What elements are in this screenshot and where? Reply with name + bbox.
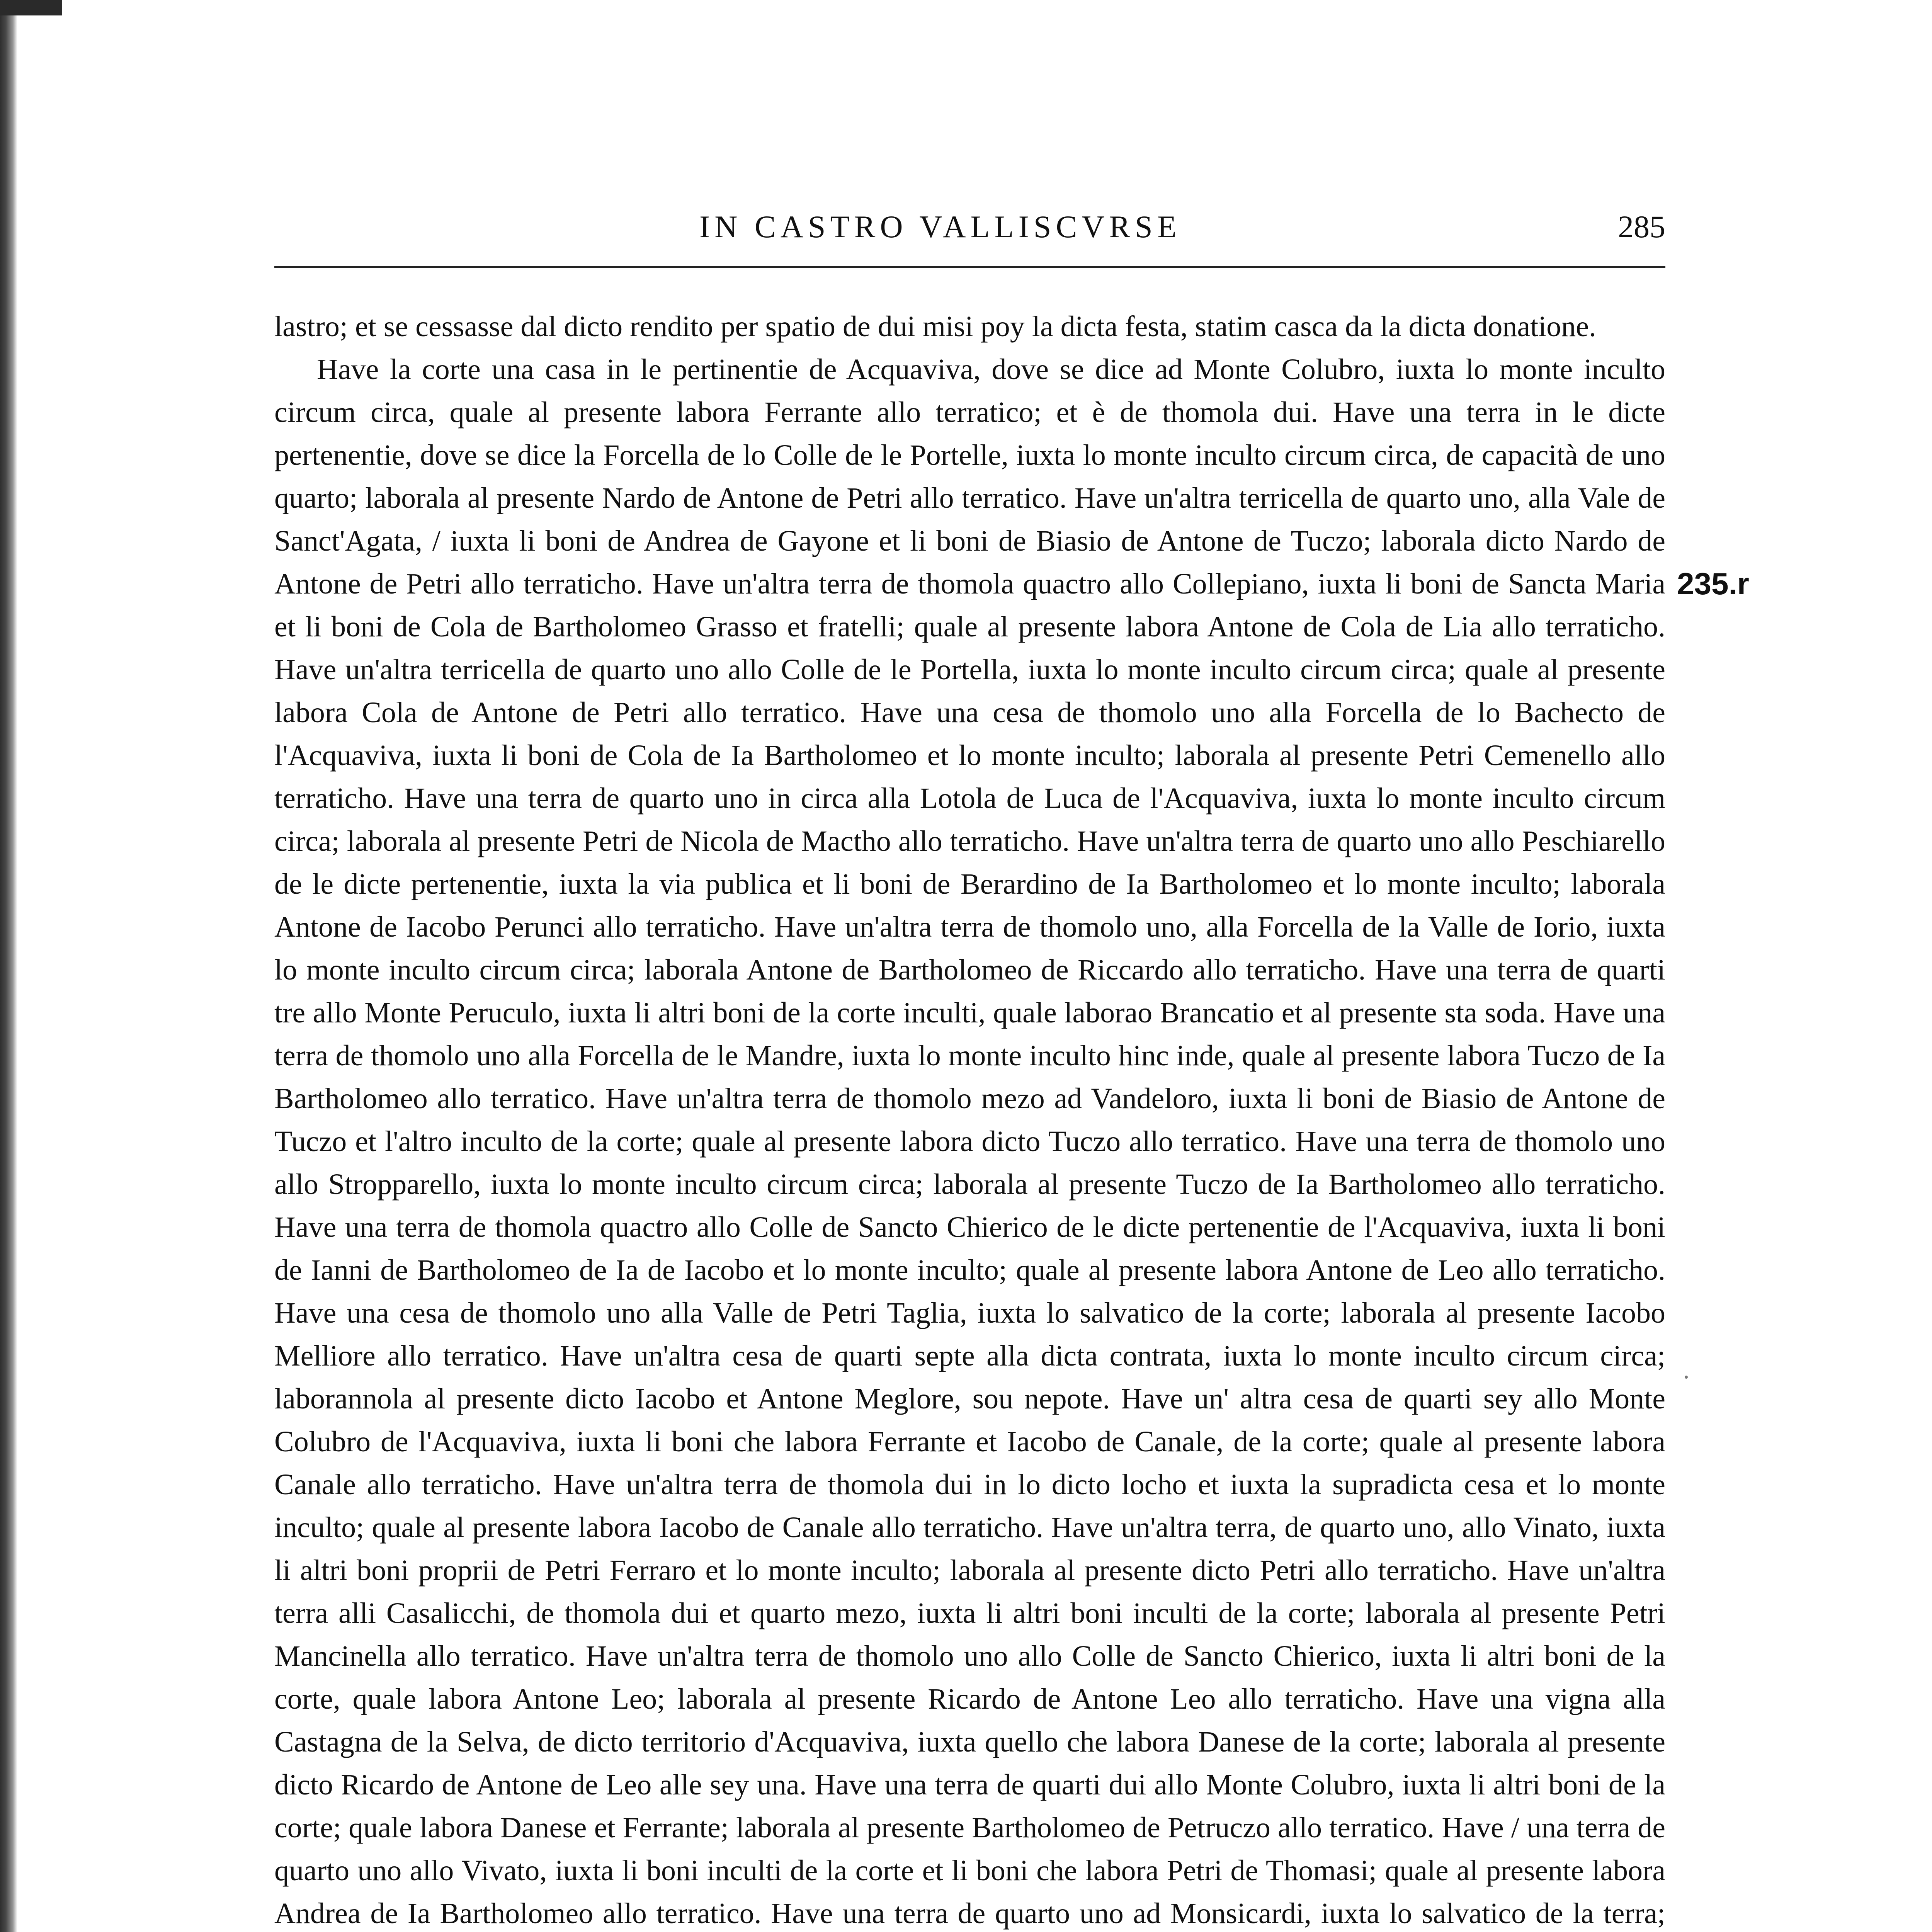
- paragraph: lastro; et se cessasse dal dicto rendito per spatio de dui misi poy la dicta festa, statim casca da la dicta donatione.: [274, 310, 1597, 343]
- page-header: [274, 201, 1665, 247]
- running-title: IN CASTRO VALLISCVRSE: [699, 209, 1181, 244]
- page-number: 285: [1618, 209, 1665, 244]
- page-binding-edge: [0, 0, 17, 1932]
- page-corner-shadow: [0, 0, 62, 15]
- paragraph: Have la corte una casa in le pertinentie de Acquaviva, dove se dice ad Monte Colubro, iuxta lo monte inculto circum circa, quale al presente labora Ferrante allo terratico; et è de thomola dui. Have una terra in le dicte pertenentie, dove se dice la Forcella de lo Colle de le Portelle, iuxta lo monte inculto circum circa, de capacità de uno quarto; laborala al presente Nardo de Antone de Petri allo terratico. Have un'altra terricella de quarto uno, alla Vale de Sanct'Agata, / iuxta li boni de Andrea de Gayone et li boni de Biasio de Antone de Tuczo; laborala dicto Nardo de Antone de Petri allo terraticho. Have un'altra terra de thomola quactro allo Collepiano, iuxta li boni de Sancta Maria et li boni de Cola de Bartholomeo Grasso et fratelli; quale al presente labora Antone de Cola de Lia allo terraticho. Have un'altra terricella de quarto uno allo Colle de le Portella, iuxta lo monte inculto circum circa; quale al presente labora Cola de Antone de Petri allo terratico. Have una cesa de thomolo uno alla Forcella de lo Bachecto de l'Acquaviva, iuxta li boni de Cola de Ia Bartholomeo et lo monte inculto; laborala al presente Petri Cemenello allo terraticho. Have una terra de quarto uno in circa alla Lotola de Luca de l'Acquaviva, iuxta lo monte inculto circum circa; laborala al presente Petri de Nicola de Mactho allo terraticho. Have un'altra terra de quarto uno allo Peschiarello de le dicte pertenentie, iuxta la via publica et li boni de Berardino de Ia Bartholomeo et lo monte inculto; laborala Antone de Iacobo Perunci allo terraticho. Have un'altra terra de thomolo uno, alla Forcella de la Valle de Iorio, iuxta lo monte inculto circum circa; laborala Antone de Bartholomeo de Riccardo allo terraticho. Have una terra de quarti tre allo Monte Peruculo, iuxta li altri boni de la corte inculti, quale laborao Brancatio et al presente sta soda. Have una terra de thomolo uno alla Forcella de le Mandre, iuxta lo monte inculto hinc inde, quale al presente labora Tuczo de Ia Bartholomeo allo terratico. Have un'altra terra de thomolo mezo ad Vandeloro, iuxta li boni de Biasio de Antone de Tuczo et l'altro inculto de la corte; quale al presente labora dicto Tuczo allo terratico. Have una terra de thomolo uno allo Stropparello, iuxta lo monte inculto circum circa; laborala al presente Tuczo de Ia Bartholomeo allo terraticho. Have una terra de thomola quactro allo Colle de Sancto Chierico de le dicte pertenentie de l'Acquaviva, iuxta li boni de Ianni de Bartholomeo de Ia de Iacobo et lo monte inculto; quale al presente labora Antone de Leo allo terraticho. Have una cesa de thomolo uno alla Valle de Petri Taglia, iuxta lo salvatico de la corte; laborala al presente Iacobo Melliore allo terratico. Have un'altra cesa de quarti septe alla dicta contrata, iuxta lo monte inculto circum circa; laborannola al presente dicto Iacobo et Antone Meglore, sou nepote. Have un' altra cesa de quarti sey allo Monte Colubro de l'Acquaviva, iuxta li boni che labora Ferrante et Iacobo de Canale, de la corte; quale al presente labora Canale allo terraticho. Have un'altra terra de thomola dui in lo dicto locho et iuxta la supradicta cesa et lo monte inculto; quale al presente labora Iacobo de Canale allo terraticho. Have un'altra terra, de quarto uno, allo Vinato, iuxta li altri boni proprii de Petri Ferraro et lo monte inculto; laborala al presente dicto Petri allo terraticho. Have un'altra terra alli Casalicchi, de thomola dui et quarto mezo, iuxta li altri boni inculti de la corte; laborala al presente Petri Mancinella allo terratico. Have un'altra terra de thomolo uno allo Colle de Sancto Chierico, iuxta li altri boni de la corte, quale labora Antone Leo; laborala al presente Ricardo de Antone Leo allo terraticho. Have una vigna alla Castagna de la Selva, de dicto territorio d'Acquaviva, iuxta quello che labora Danese de la corte; laborala al presente dicto Ricardo de Antone de Leo alle sey una. Have una terra de quarti dui allo Monte Colubro, iuxta li altri boni de la corte; quale labora Danese et Ferrante; laborala al presente Bartholomeo de Petruczo allo terratico. Have / una terra de quarto uno allo Vivato, iuxta li boni inculti de la corte et li boni che labora Petri de Thomasi; quale al presente labora Andrea de Ia Bartholomeo allo terratico. Have una terra de quarto uno ad Monsicardi, iuxta lo salvatico de la terra;: [274, 353, 1665, 1930]
- ink-speck: [1685, 1376, 1688, 1379]
- header-rule: [274, 266, 1665, 268]
- body-text: [274, 305, 1665, 1932]
- folio-mark-recto: 235.r: [1677, 566, 1749, 601]
